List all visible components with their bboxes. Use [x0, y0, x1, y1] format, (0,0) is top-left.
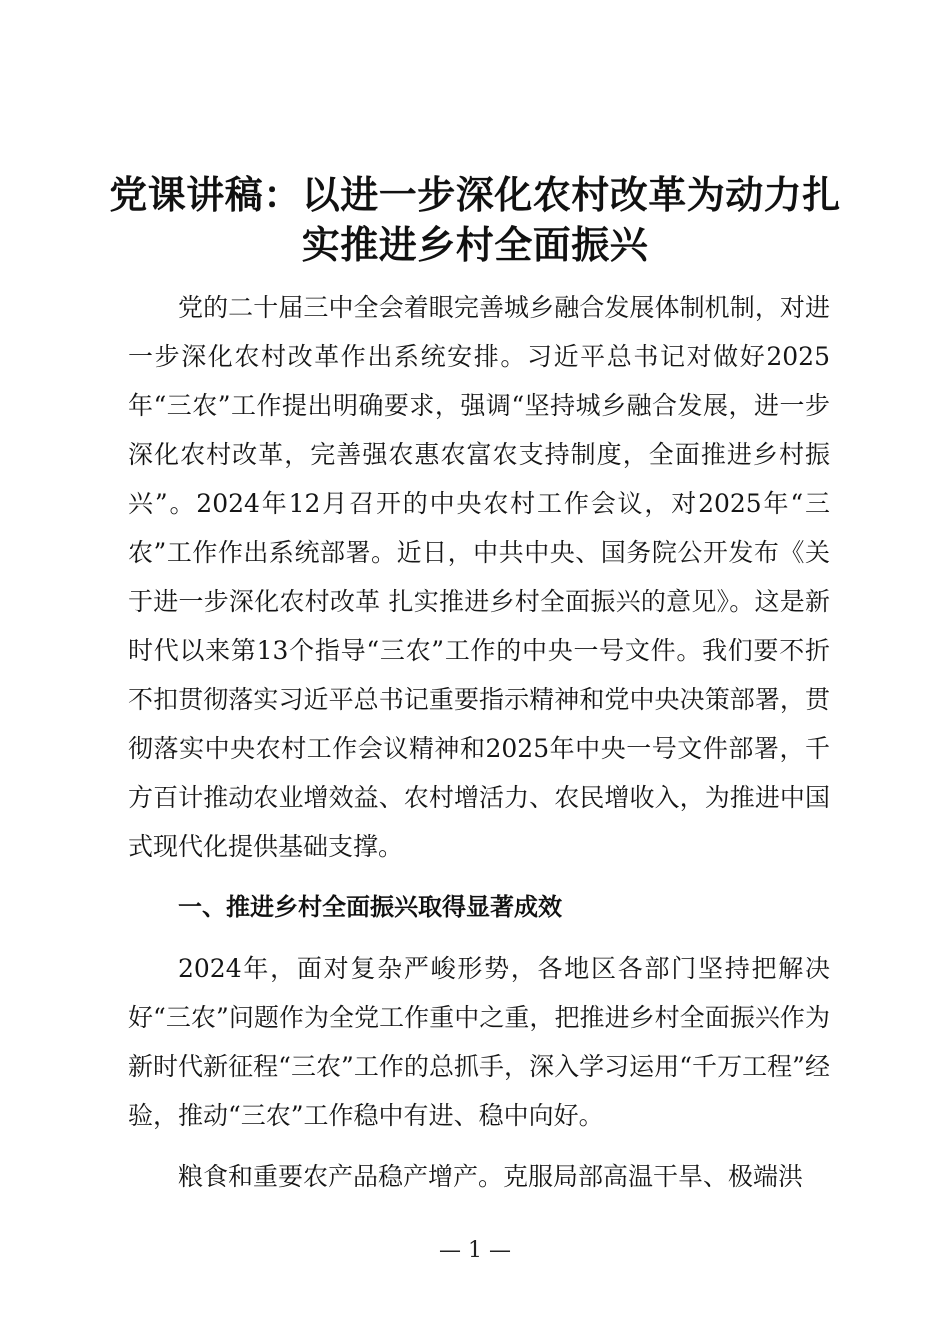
paragraph-spacer — [128, 932, 830, 944]
paragraph-spacer — [128, 1140, 830, 1152]
section-heading-1: 一、推进乡村全面振兴取得显著成效 — [178, 893, 562, 921]
section-paragraph-1: 2024年，面对复杂严峻形势，各地区各部门坚持把解决好“三农”问题作为全党工作重中之重，把推进乡村全面振兴作为新时代新征程“三农”工作的总抓手，深入学习运用“千万工程”经验，推动“三农”工作稳中有进、稳中向好。 — [128, 954, 830, 1130]
document-body — [128, 283, 830, 1201]
paragraph-spacer — [128, 871, 830, 883]
intro-paragraph: 党的二十届三中全会着眼完善城乡融合发展体制机制，对进一步深化农村改革作出系统安排。习近平总书记对做好2025年“三农”工作提出明确要求，强调“坚持城乡融合发展，进一步深化农村改革，完善强农惠农富农支持制度，全面推进乡村振兴”。2024年12月召开的中央农村工作会议，对2025年“三农”工作作出系统部署。近日，中共中央、国务院公开发布《关于进一步深化农村改革 扎实推进乡村全面振兴的意见》。这是新时代以来第13个指导“三农”工作的中央一号文件。我们要不折不扣贯彻落实习近平总书记重要指示精神和党中央决策部署，贯彻落实中央农村工作会议精神和2025年中央一号文件部署，千方百计推动农业增效益、农村增活力、农民增收入，为推进中国式现代化提供基础支撑。 — [128, 293, 830, 861]
document-title: 党课讲稿：以进一步深化农村改革为动力扎实推进乡村全面振兴 — [109, 172, 841, 267]
section-paragraph-2: 粮食和重要农产品稳产增产。克服局部高温干旱、极端洪 — [178, 1162, 804, 1191]
page-number: — 1 — — [439, 1238, 511, 1263]
